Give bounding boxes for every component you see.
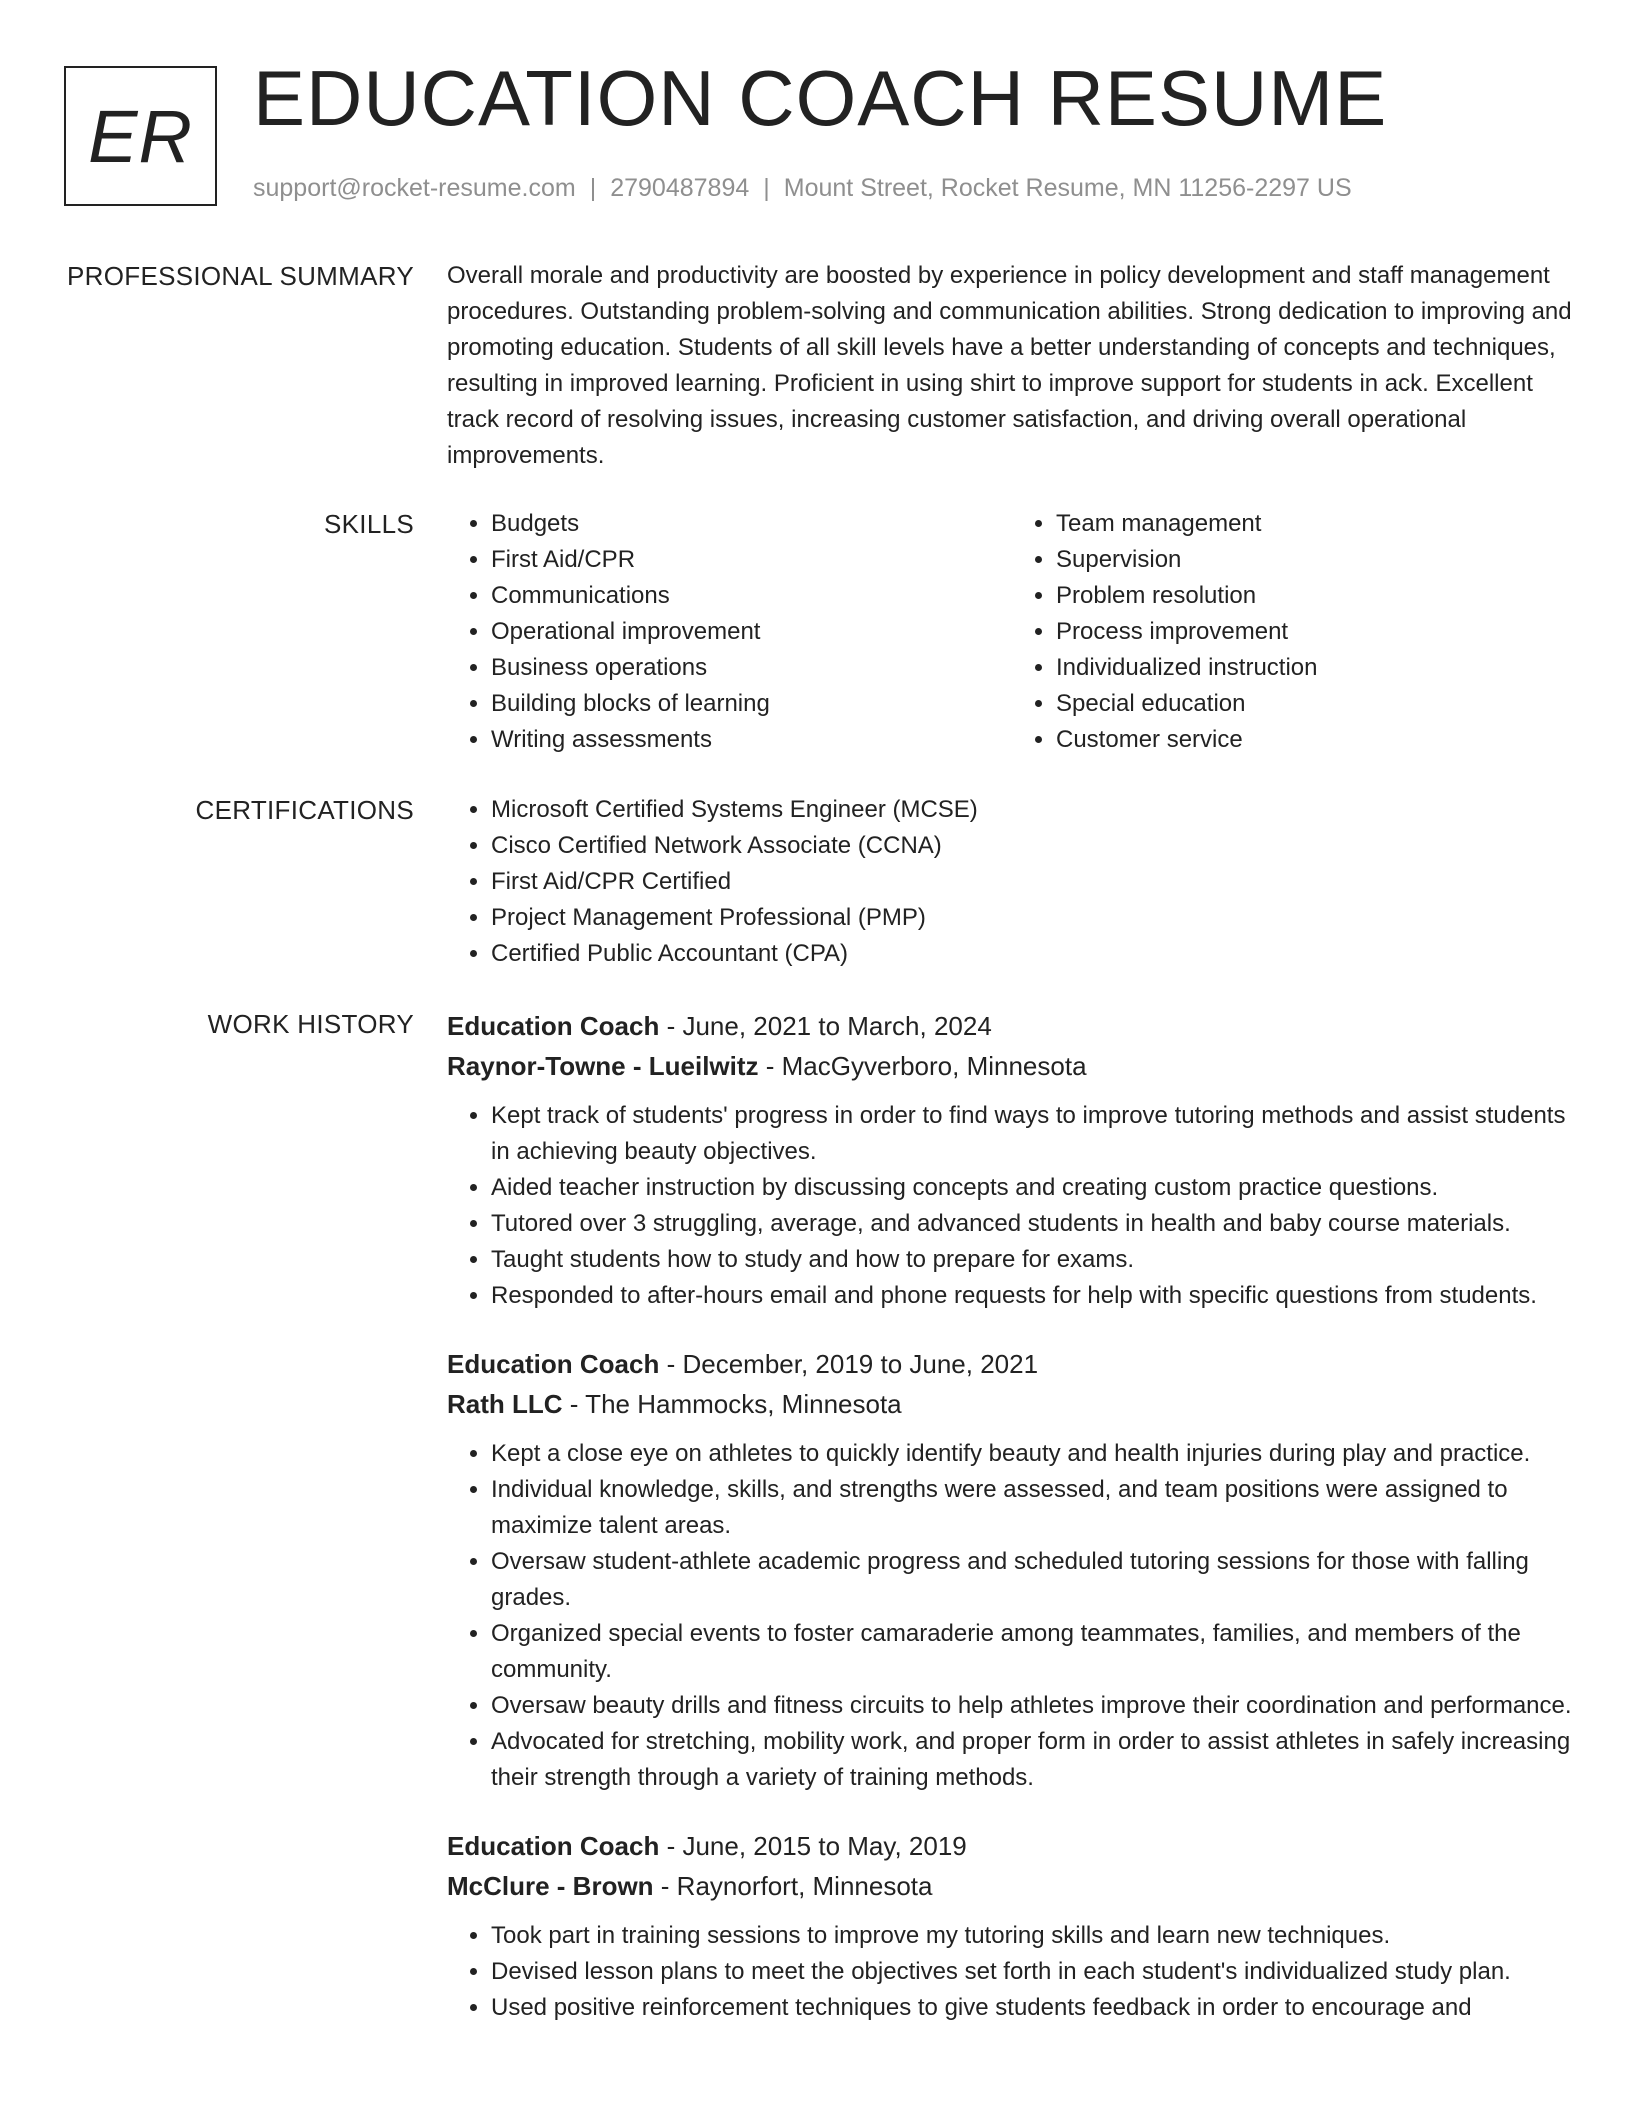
- job-bullet: • Oversaw beauty drills and fitness circuits to help athletes improve their coordination and performance.: [491, 1688, 1577, 1724]
- certifications-label: CERTIFICATIONS: [195, 795, 414, 825]
- summary-body: [447, 258, 1577, 474]
- contact-separator: |: [763, 174, 770, 202]
- job-company-line: [447, 1866, 1577, 1906]
- job-location: - The Hammocks, Minnesota: [562, 1389, 902, 1419]
- certification-item: • Project Management Professional (PMP): [491, 900, 1577, 936]
- job-bullet: • Advocated for stretching, mobility work, and proper form in order to assist athletes in safely increasing their strength through a variety of training methods.: [491, 1724, 1577, 1796]
- skill-item: • First Aid/CPR: [491, 542, 1012, 578]
- certification-item: • First Aid/CPR Certified: [491, 864, 1577, 900]
- job-title: Education Coach: [447, 1011, 660, 1041]
- job-entry: [447, 1006, 1577, 1314]
- skills-label: SKILLS: [324, 509, 414, 539]
- skill-item: • Team management: [1056, 506, 1577, 542]
- job-bullets: [447, 1436, 1577, 1796]
- contact-address: Mount Street, Rocket Resume, MN 11256-2297 US: [783, 174, 1352, 202]
- job-bullets: [447, 1918, 1577, 2026]
- job-company-line: [447, 1384, 1577, 1424]
- job-bullet: • Organized special events to foster camaraderie among teammates, families, and members of the community.: [491, 1616, 1577, 1688]
- job-bullet: • Kept a close eye on athletes to quickly identify beauty and health injuries during play and practice.: [491, 1436, 1577, 1472]
- job-dates: - June, 2021 to March, 2024: [659, 1011, 992, 1041]
- job-bullet: • Tutored over 3 struggling, average, and advanced students in health and baby course materials.: [491, 1206, 1577, 1242]
- job-company: Rath LLC: [447, 1389, 563, 1419]
- summary-text: Overall morale and productivity are boosted by experience in policy development and staff management procedures. Outstanding problem-solving and communication abilities. Strong dedication to improving and promoting education. Students of all skill levels have a better understanding of concepts and techniques, resulting in improved learning. Proficient in using shirt to improve support for students in ack. Excellent track record of resolving issues, increasing customer satisfaction, and driving overall operational improvements.: [447, 262, 1572, 469]
- skill-item: • Building blocks of learning: [491, 686, 1012, 722]
- skills-body: [447, 506, 1577, 758]
- skills-list-left: [447, 506, 1012, 758]
- job-bullet: • Individual knowledge, skills, and strengths were assessed, and team positions were assigned to maximize talent areas.: [491, 1472, 1577, 1544]
- skill-item: • Writing assessments: [491, 722, 1012, 758]
- job-bullets: [447, 1098, 1577, 1314]
- certification-item: • Microsoft Certified Systems Engineer (MCSE): [491, 792, 1577, 828]
- certification-item: • Certified Public Accountant (CPA): [491, 936, 1577, 972]
- skill-item: • Process improvement: [1056, 614, 1577, 650]
- job-company-line: [447, 1046, 1577, 1086]
- job-title: Education Coach: [447, 1831, 660, 1861]
- contact-email: support@rocket-resume.com: [253, 174, 576, 202]
- certification-item: • Cisco Certified Network Associate (CCNA): [491, 828, 1577, 864]
- job-company: McClure - Brown: [447, 1871, 654, 1901]
- job-bullet: • Took part in training sessions to improve my tutoring skills and learn new techniques.: [491, 1918, 1577, 1954]
- skill-item: • Business operations: [491, 650, 1012, 686]
- job-title: Education Coach: [447, 1349, 660, 1379]
- contact-separator: |: [589, 174, 597, 202]
- skill-item: • Communications: [491, 578, 1012, 614]
- job-bullet: • Taught students how to study and how to prepare for exams.: [491, 1242, 1577, 1278]
- monogram: ER: [64, 66, 217, 206]
- job-title-line: [447, 1344, 1577, 1384]
- job-bullet: • Used positive reinforcement techniques to give students feedback in order to encourage and: [491, 1990, 1577, 2026]
- job-entry: [447, 1826, 1577, 2026]
- job-entry: [447, 1344, 1577, 1796]
- job-title-line: [447, 1006, 1577, 1046]
- job-dates: - December, 2019 to June, 2021: [659, 1349, 1039, 1379]
- skill-item: • Individualized instruction: [1056, 650, 1577, 686]
- job-title-line: [447, 1826, 1577, 1866]
- skill-item: • Supervision: [1056, 542, 1577, 578]
- job-bullet: • Responded to after-hours email and phone requests for help with specific questions from students.: [491, 1278, 1577, 1314]
- job-location: - Raynorfort, Minnesota: [653, 1871, 933, 1901]
- work-history-label: WORK HISTORY: [207, 1009, 414, 1039]
- work-history-body: [447, 1006, 1577, 2056]
- job-bullet: • Devised lesson plans to meet the objectives set forth in each student's individualized study plan.: [491, 1954, 1577, 1990]
- skill-item: • Budgets: [491, 506, 1012, 542]
- job-dates: - June, 2015 to May, 2019: [659, 1831, 967, 1861]
- summary-label: PROFESSIONAL SUMMARY: [67, 261, 414, 291]
- resume-title: EDUCATION COACH RESUME: [253, 54, 1388, 142]
- skill-item: • Customer service: [1056, 722, 1577, 758]
- certifications-body: [447, 792, 1577, 972]
- job-company: Raynor-Towne - Lueilwitz: [447, 1051, 759, 1081]
- job-bullet: • Kept track of students' progress in order to find ways to improve tutoring methods and assist students in achieving beauty objectives.: [491, 1098, 1577, 1170]
- certifications-list: [447, 792, 1577, 972]
- job-location: - MacGyverboro, Minnesota: [758, 1051, 1087, 1081]
- contact-phone: 2790487894: [610, 174, 750, 202]
- skill-item: • Special education: [1056, 686, 1577, 722]
- contact-line: [253, 174, 1352, 203]
- skill-item: • Operational improvement: [491, 614, 1012, 650]
- job-bullet: • Aided teacher instruction by discussing concepts and creating custom practice questions.: [491, 1170, 1577, 1206]
- job-bullet: • Oversaw student-athlete academic progress and scheduled tutoring sessions for those with falling grades.: [491, 1544, 1577, 1616]
- skills-list-right: [1012, 506, 1577, 758]
- skill-item: • Problem resolution: [1056, 578, 1577, 614]
